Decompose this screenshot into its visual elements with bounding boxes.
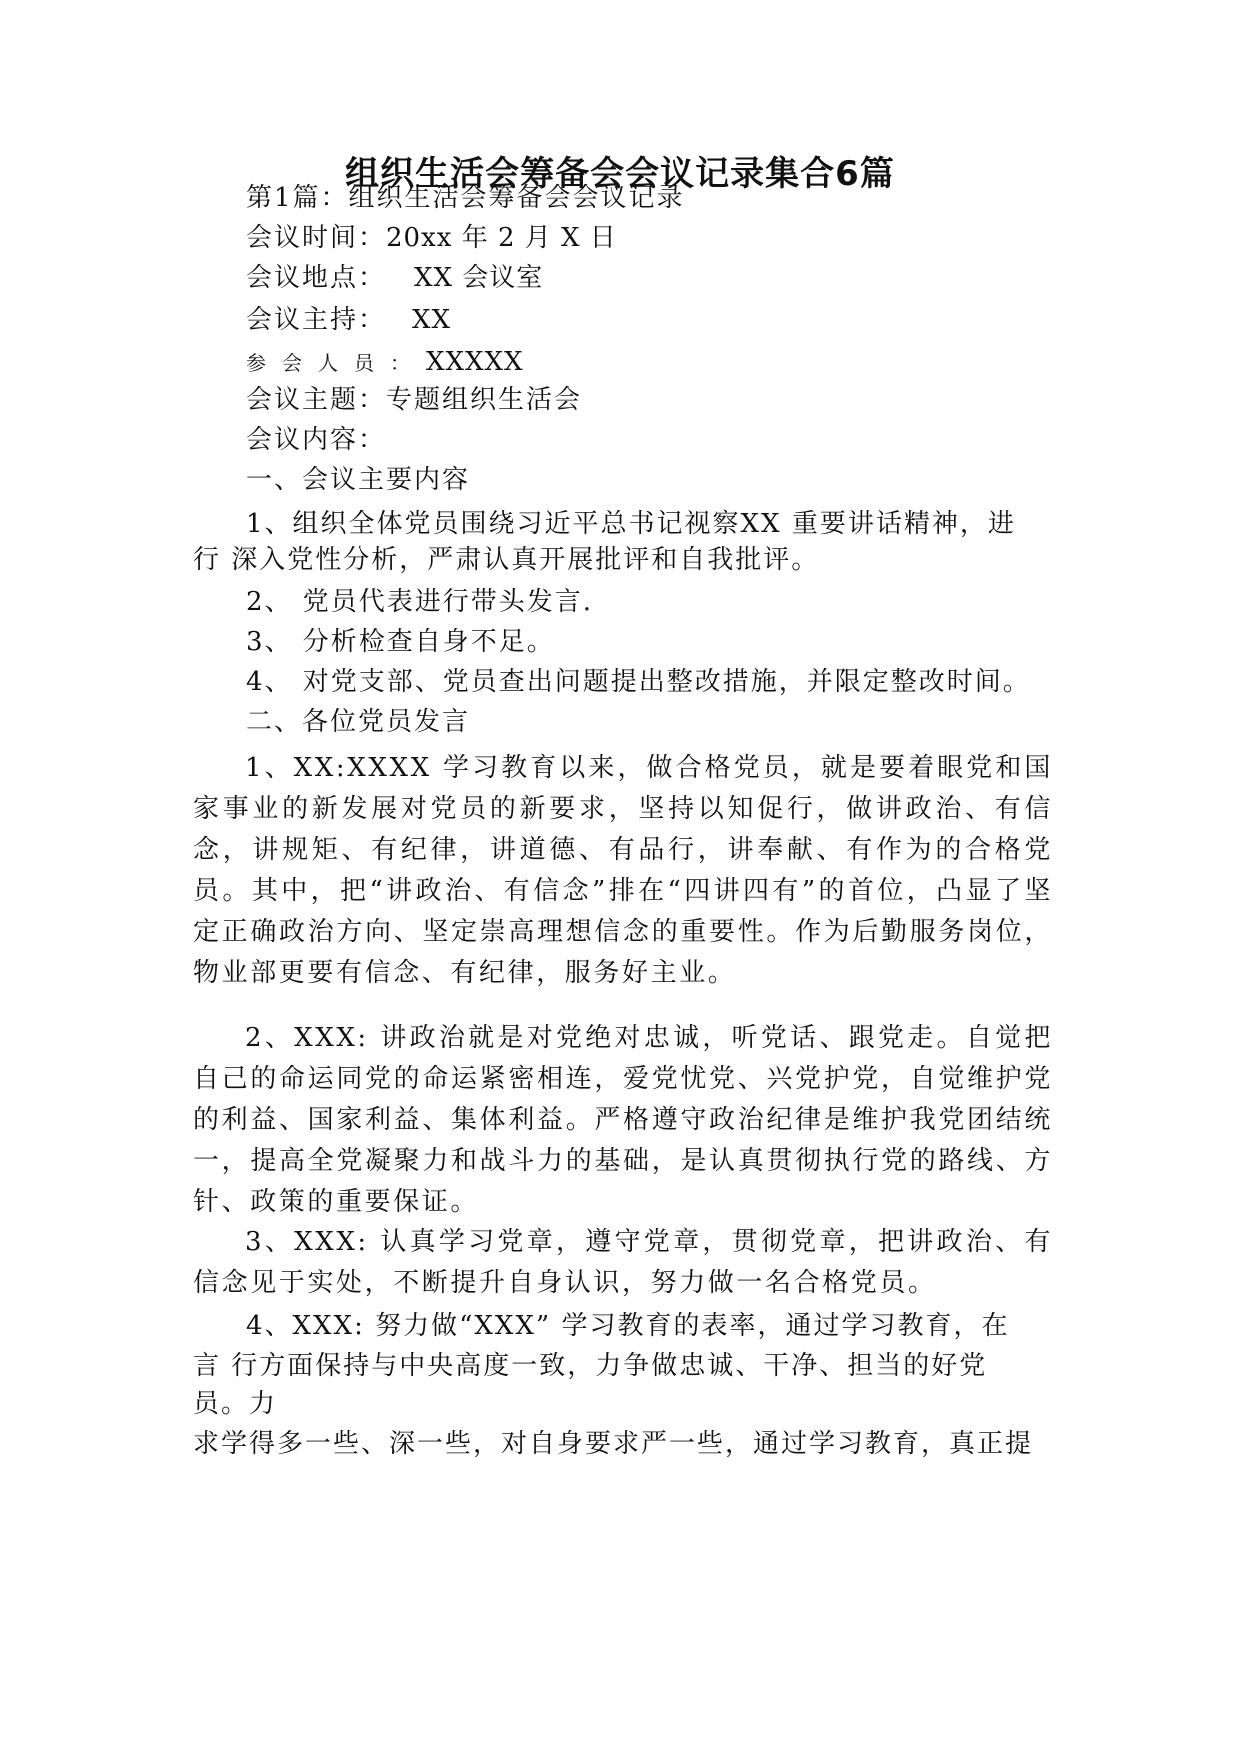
meeting-topic-value: 专题组织生活会 [386, 385, 583, 415]
speech-4-line-1: 4、XXX: 努力做“XXX” 学习教育的表率，通过学习教育，在 [246, 1311, 1010, 1341]
meeting-topic-label: 会议主题： [246, 385, 387, 415]
speech-4-line-2: 言 行方面保持与中央高度一致，力争做忠诚、干净、担当的好党 [193, 1351, 988, 1381]
meeting-host-value: XX [412, 305, 452, 335]
speech-paragraph-2: 2、XXX: 讲政治就是对党绝对忠诚，听党话、跟党走。自觉把自己的命运同党的命运紧密相连，爱党忧党、兴党护党，自觉维护党的利益、国家利益、集体利益。严格遵守政治纪律是维护我党团结统一，提高全党凝聚力和战斗力的基础，是认真贯彻执行党的路线、方针、政策的重要保证。 [193, 1023, 1053, 1217]
meeting-attendees [246, 342, 524, 383]
meeting-topic [246, 380, 582, 420]
meeting-host [246, 300, 451, 340]
speech-paragraph-1: 1、XX:XXXX 学习教育以来，做合格党员，就是要着眼党和国家事业的新发展对党员的新要求，坚持以知促行，做讲政治、有信念，讲规矩、有纪律，讲道德、有品行，讲奉献、有作为的合格党员。其中，把“讲政治、有信念”排在“四讲四有”的首位，凸显了坚定正确政治方向、坚定崇高理想信念的重要性。作为后勤服务岗位，物业部更要有信念、有纪律，服务好主业。 [193, 753, 1053, 988]
part-one-item-1-line-1: 1、组织全体党员围绕习近平总书记视察XX 重要讲话精神，进 [246, 509, 1016, 539]
meeting-content-label: 会议内容： [246, 425, 387, 455]
part-one-item-2: 2、 党员代表进行带头发言. [246, 587, 594, 617]
meeting-attendees-value: XXXXX [426, 347, 524, 377]
document-title: 组织生活会筹备会会议记录集合6篇 [345, 154, 895, 194]
meeting-place [246, 258, 543, 298]
speech-4-line-3: 员。力 [193, 1389, 278, 1419]
meeting-time-label: 会议时间： [246, 223, 387, 253]
meeting-time [246, 218, 617, 258]
meeting-attendees-label: 参会人员： [246, 351, 426, 375]
part-one-item-1-line-2: 行 深入党性分析，严肃认真开展批评和自我批评。 [193, 545, 820, 575]
speech-paragraph-3: 3、XXX: 认真学习党章，遵守党章，贯彻党章，把讲政治、有信念见于实处，不断提升自身认识，努力做一名合格党员。 [193, 1227, 1053, 1298]
meeting-place-label: 会议地点： [246, 263, 387, 293]
meeting-place-value: XX 会议室 [414, 263, 544, 293]
part-two-heading: 二、各位党员发言 [246, 707, 471, 737]
speech-4-line-4: 求学得多一些、深一些，对自身要求严一些，通过学习教育，真正提 [193, 1429, 1034, 1459]
part-one-heading: 一、会议主要内容 [246, 465, 471, 495]
meeting-time-value: 20xx 年 2 月 X 日 [386, 223, 617, 253]
part-one-item-3: 3、 分析检查自身不足。 [246, 627, 555, 657]
section-heading: 第1篇：组织生活会筹备会会议记录 [246, 183, 685, 213]
part-one-item-4: 4、 对党支部、党员查出问题提出整改措施，并限定整改时间。 [246, 667, 1031, 697]
meeting-host-label: 会议主持： [246, 305, 387, 335]
